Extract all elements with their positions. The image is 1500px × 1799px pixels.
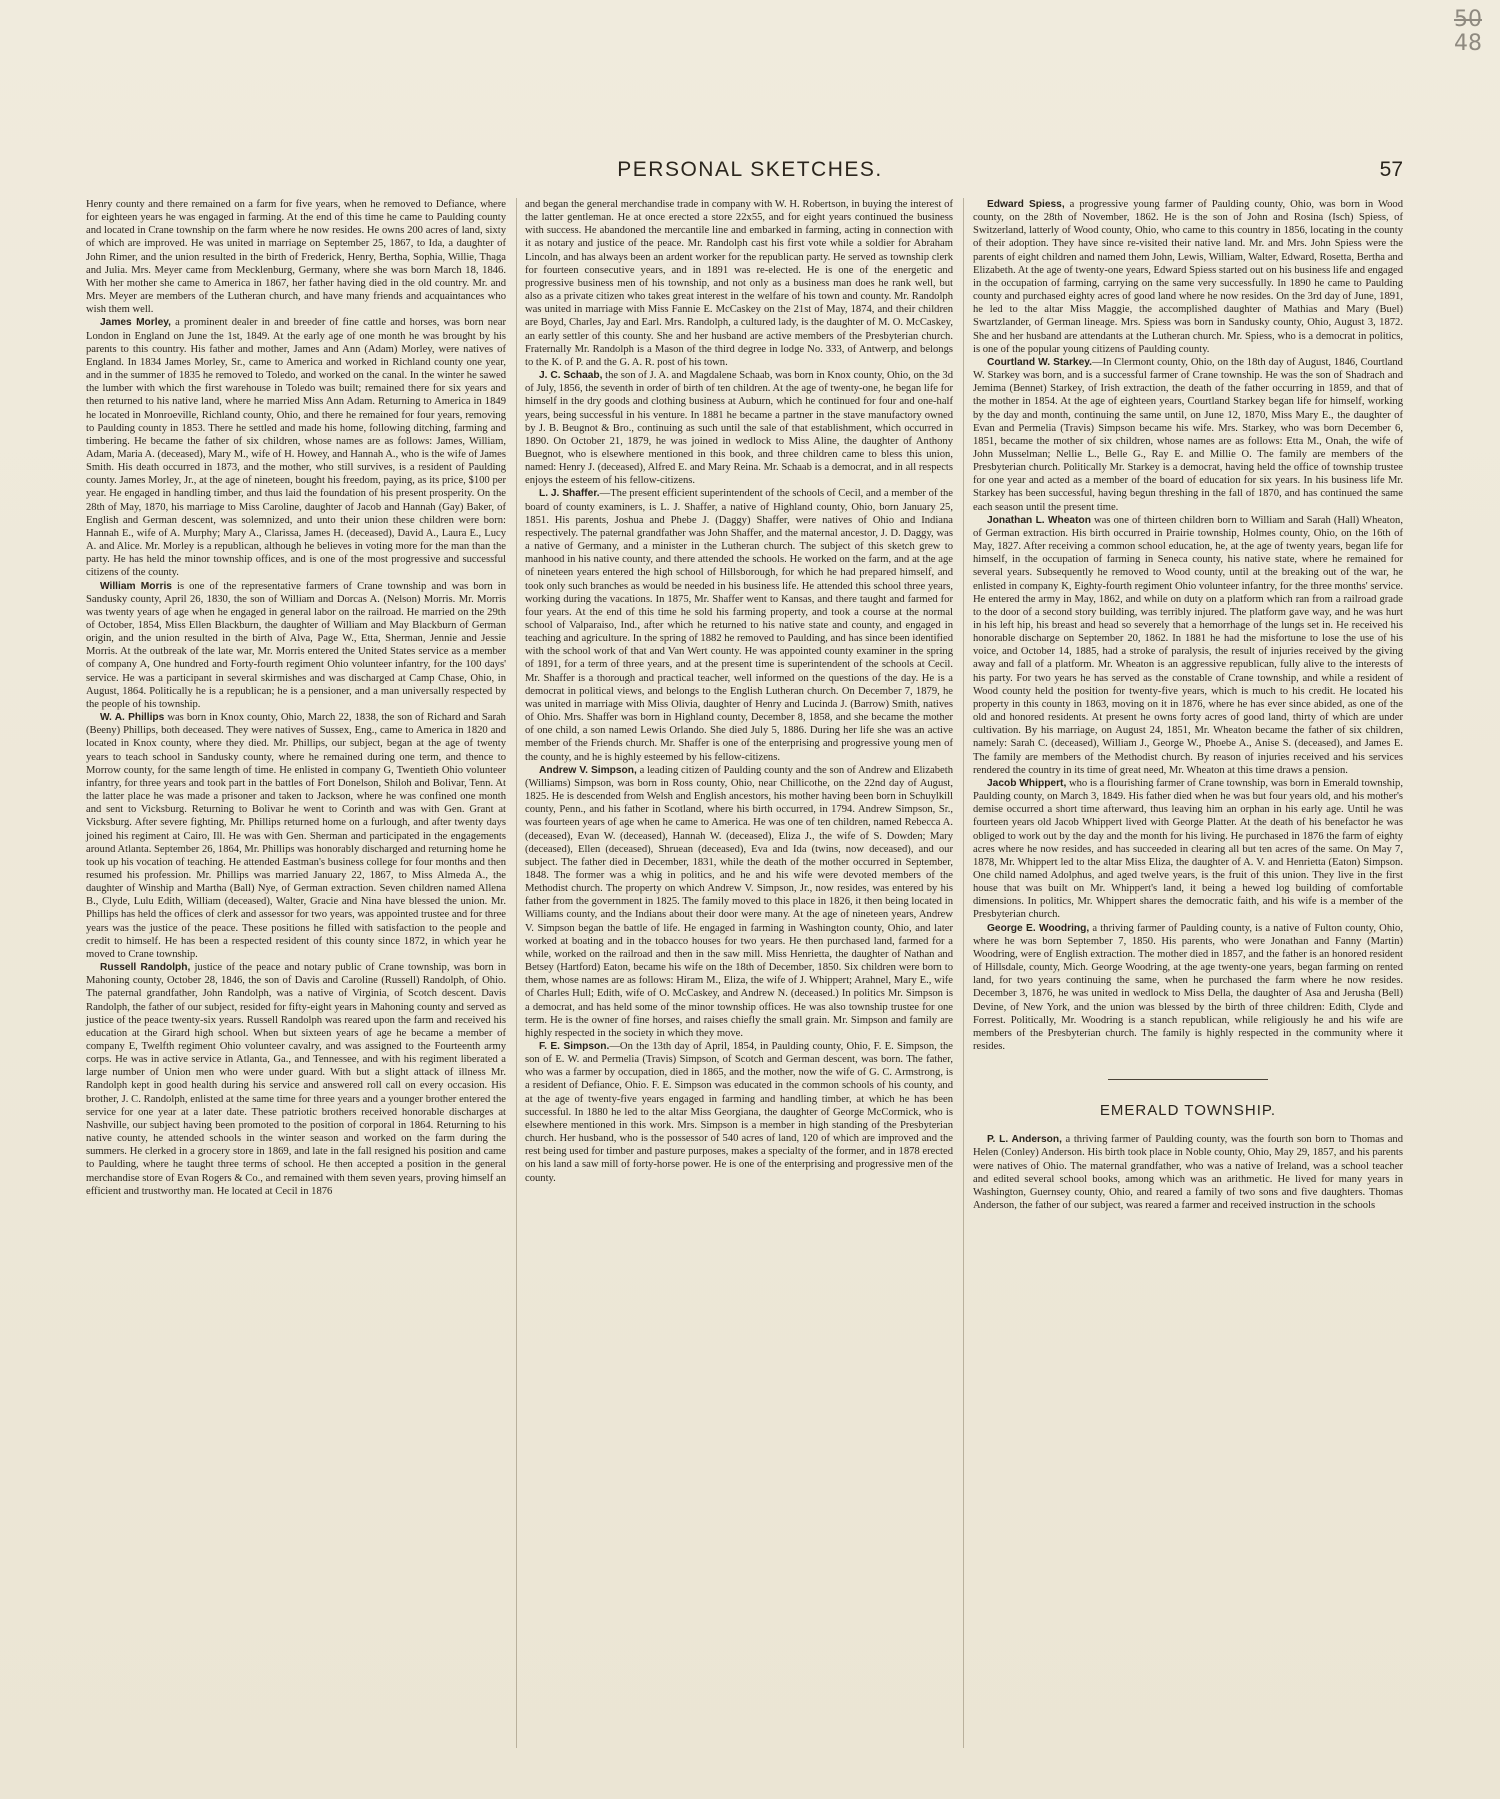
paragraph-text: was one of thirteen children born to William and Sarah (Hall) Wheaton, of German extraction. His birth occurred in Prairie township, Holmes county, Ohio, on the 16th of May, 1827. After receiving a common school education, he, at the age of twenty years, began life for himself, in the occupation of farming in Seneca county, his native state, where he remained for several years. Subsequently he removed to Wood county, until at the breaking out of the war, he enlisted in company K, Eighty-fourth regiment Ohio volunteer infantry, for the three months' service. He entered the army in May, 1862, and while on duty on a platform which ran from a railroad grade to the door of a second story building, was terribly injured. The platform gave way, and he was hurt in his left hip, his breast and head so severely that a hemorrhage of the lungs set in. He received his honorable discharge on September 20, 1862. In 1881 he had the misfortune to lose the use of his voice, and October 14, 1885, had a stroke of paralysis, the result of injuries received by the giving away and fall of a platform. Mr. Wheaton is an aggressive republican, fully alive to the interests of his party. For two years he has served as the constable of Crane township, and while a resident of Wood county held the position for twenty-five years, which is much to his credit. He located his property in this county in 1863, moving on it in 1876, where he has ever since abided, as one of the old and honored residents. At present he owns forty acres of good land, thirty of which are under cultivation. By his marriage, on August 24, 1851, Mr. Wheaton became the father of six children, namely: Sarah C. (deceased), William J., George W., Phoebe A., Anise S. (deceased), and James E. The family are members of the Methodist church. By reason of injuries received and his services rendered the country in its time of great need, Mr. Wheaton at this time draws a pension.: [973, 514, 1403, 776]
paragraph-text: a leading citizen of Paulding county and the son of Andrew and Elizabeth (Williams) Simpson, was born in Ross county, Ohio, near Chillicothe, on the 22nd day of August, 1825. He is descended from Welsh and English ancestors, his mother having been born in Schuylkill county, Penn., and his father in Scotland, where his birth occurred, in 1794. Andrew Simpson, Sr., was fourteen years of age when he came to America. He was one of ten children, named Rebecca A. (deceased), Evan W. (deceased), Hannah W. (deceased), Eliza J., the wife of S. Dowden; Mary (deceased), Ellen (deceased), Shruean (deceased), Eva and Ida (twins, now deceased), and our subject. The father died in December, 1831, while the death of the mother occurred in September, 1848. The former was a whig in politics, and he and his wife were devoted members of the Methodist church. The property on which Andrew V. Simpson, Jr., now resides, was entered by his father from the government in 1825. The family moved to this place in 1826, it then being located in Williams county, and the Indians about their door were many. At the age of nineteen years, Andrew V. Simpson began the battle of life. He engaged in farming in Washington county, Ohio, and later worked at boating and in the tobacco houses for two years. He then purchased land, farmed for a while, worked on the railroad and then in the saw mill. Miss Henrietta, the daughter of Nathan and Betsey (Hartford) Eaton, became his wife on the 18th of December, 1850. Six children were born to them, whose names are as follows: Hiram M., Eliza, the wife of J. Whippert; Arahnel, Mary E., wife of Charles Hull; Edith, wife of O. McCaskey, and Andrew N. (deceased.) In politics Mr. Simpson is a democrat, and has held some of the minor township offices. He was also township trustee for one term. He is the owner of fine horses, and raises chiefly the small grain. Mr. Simpson and family are highly respected in the society in which they move.: [525, 764, 953, 1039]
text-column-1: [86, 198, 506, 1198]
subject-name: W. A. Phillips: [100, 712, 165, 724]
subject-name: L. J. Shaffer.: [539, 488, 600, 500]
paragraph-text: is one of the representative farmers of Crane township and was born in Sandusky county, April 26, 1830, the son of William and Dorcas A. (Nelson) Morris. Mr. Morris was twenty years of age when he engaged in general labor on the railroad. He married on the 29th of October, 1854, Miss Ellen Blackburn, the daughter of William and May Blackburn of German origin, and the union resulted in the birth of Alva, Page W., Etta, Sherman, Jennie and Jessie Morris. At the outbreak of the late war, Mr. Morris entered the United States service as a member of company A, One hundred and Forty-fourth regiment Ohio volunteer infantry, for the 100 days' service. He was a participant in several skirmishes and was discharged at Camp Chase, Ohio, in August, 1864. Politically he is a republican; he is a pensioner, and a man universally respected by the people of his township.: [86, 580, 506, 710]
subject-name: Edward Spiess,: [987, 199, 1065, 210]
subject-name: F. E. Simpson.: [539, 1041, 610, 1052]
paragraph-text: a thriving farmer of Paulding county, is a native of Fulton county, Ohio, where he was born September 7, 1850. His parents, who were Jonathan and Fanny (Martin) Woodring, were of English extraction. The mother died in 1857, and the father is an honored resident of Hillsdale, county, Mich. George Woodring, at the age twenty-one years, began farming on rented land, for two years continuing the same, when he purchased the farm where he now resides. December 3, 1876, he was united in wedlock to Miss Della, the daughter of Asa and Jerusha (Bell) Devine, of New York, and the union was blessed by the birth of three children: Edith, Clyde and Forrest. Politically, Mr. Woodring is a stanch republican, while religiously he and his wife are members of the Presbyterian church. The family is highly respected in the community where it resides.: [973, 922, 1404, 1052]
biography-paragraph: [973, 514, 1403, 777]
paragraph-text: and began the general merchandise trade in company with W. H. Robertson, in buying the interest of the latter gentleman. He at once erected a store 22x55, and for eight years continued the business with success. He abandoned the mercantile line and embarked in farming, acting in connection with it as notary and justice of the peace. Mr. Randolph cast his first vote while a soldier for Abraham Lincoln, and has always been an ardent worker for the republican party. He served as township clerk for fourteen consecutive years, and in 1891 was re-elected. He is one of the energetic and progressive business men of his township, and not only as a business man does he rank well, but also as a private citizen who takes great interest in the welfare of his town and county. Mr. Randolph was united in marriage with Miss Fannie E. McCaskey on the 21st of May, 1874, and their children are Boyd, Charles, Jay and Earl. Mrs. Randolph, a cultured lady, is the daughter of M. O. McCaskey, an early settler of this county. She and her husband are active members of the Presbyterian church. Fraternally Mr. Randolph is a Mason of the third degree in lodge No. 333, of Antwerp, and belongs to the K. of P. and the G. A. R. post of his town.: [525, 199, 953, 368]
handwritten-page-number: 48: [1454, 31, 1482, 56]
subject-name: James Morley,: [100, 317, 171, 329]
paragraph-text: a prominent dealer in and breeder of fine cattle and horses, was born near London in England on June the 1st, 1849. At the early age of one month he was brought by his parents to this country. His father and mother, James and Ann (Adam) Morley, were natives of England. In 1834 James Morley, Sr., came to America and worked in Richland county one year, and in the summer of 1835 he removed to Toledo, and worked on the canal. In the winter he sawed the lumber with which the first warehouse in Toledo was built; remained there for six years and then returned to his native land, where he married Miss Ann Adam. Returning to America in 1849 he located in Monroeville, Richland county, Ohio, and there he remained for four years, removing to Paulding county in 1853. There he settled and made his home, following ditching, farming and timbering. He became the father of six children, whose names are as follows: James, William, Adam, Maria A. (deceased), Mary M., wife of H. Howey, and Hannah A., who is the wife of James Smith. His death occurred in 1873, and the mother, who still survives, is a resident of Paulding county. James Morley, Jr., at the age of nineteen, bought his freedom, paying, as its price, $100 per year. He engaged in handling timber, and thus laid the foundation of his present prosperity. On the 28th of May, 1870, his marriage to Miss Caroline, daughter of Jacob and Hannah (Gay) Baker, of English and German descent, was solemnized, and unto their union these children were born: Hannah E., wife of A. Murphy; Mary A., Clarissa, James H. (deceased), David A., Laura E., Lucy A. and Alice. Mr. Morley is a republican, although he believes in voting more for the man than the party. He has held the minor township offices, and is one of the most progressive and successful citizens of the county.: [86, 317, 507, 579]
biography-paragraph: [973, 1133, 1403, 1212]
biography-paragraph: [525, 198, 953, 369]
paragraph-text: —The present efficient superintendent of the schools of Cecil, and a member of the board of county examiners, is L. J. Shaffer, a native of Highland county, Ohio, born January 25, 1851. His parents, Joshua and Phebe J. (Daggy) Shaffer, were natives of Ohio and Indiana respectively. The paternal grandfather was John Shaffer, and the maternal ancestor, J. D. Daggy, was a native of Germany, and a minister in the Lutheran church. The subject of this sketch grew to manhood in his native county, and there attended the schools. He worked on the farm, and at the age of nineteen years entered the high school of Hillsborough, for which he had prepared himself, and took only such branches as would be needed in his business life. He attended this school three years, working during the vacations. In 1875, Mr. Shaffer went to Kansas, and there taught and farmed for four years. At the end of this time he sold his farming property, and took a course at the normal school of Valparaiso, Ind., after which he returned to his native state and county, and engaged in teaching and agriculture. In the spring of 1882 he removed to Paulding, and has since been identified with the school work of that and Van Wert county. He was appointed county examiner in the spring of 1891, for a term of three years, and at the present time is superintendent of the schools at Cecil. Mr. Shaffer is a thorough and practical teacher, well informed on the questions of the day. He is a democrat in political views, and belongs to the English Lutheran church. On December 7, 1879, he was united in marriage with Miss Olivia, daughter of Henry and Lucinda J. (Barrow) Smith, natives of Ohio. Mrs. Shaffer was born in Highland county, December 8, 1858, and she became the mother of one child, a son named Lewis Orlando. She died July 5, 1886. During her life she was an active member of the Friends church. Mr. Shaffer is one of the enterprising and progressive young men of the county, and he is highly esteemed by his fellow-citizens.: [525, 488, 954, 763]
subject-name: William Morris: [100, 580, 172, 592]
section-heading: EMERALD TOWNSHIP.: [1099, 1102, 1277, 1120]
column-divider-right: [963, 198, 964, 1748]
subject-name: Andrew V. Simpson,: [539, 764, 637, 776]
section-divider: [1108, 1079, 1268, 1080]
paragraph-text: —On the 13th day of April, 1854, in Paulding county, Ohio, F. E. Simpson, the son of E. W. and Permelia (Travis) Simpson, of Scotch and German descent, was born. The father, who was a farmer by occupation, died in 1865, and the mother, now the wife of G. C. Armstrong, is a resident of Defiance, Ohio. F. E. Simpson was educated in the common schools of his county, and at the age of twenty-five years engaged in farming and handling timber, at which he has been successful. In 1880 he led to the altar Miss Georgiana, the daughter of George McCormick, who is elsewhere mentioned in this work. Mrs. Simpson is a member in high standing of the Presbyterian church. Her husband, who is the possessor of 540 acres of land, 120 of which are improved and the rest being used for timber and pasture purposes, makes a specialty of the former, and in 1878 erected on his land a saw mill of forty-horse power. He is one of the enterprising and progressive men of the county.: [525, 1041, 953, 1184]
biography-paragraph: [525, 764, 953, 1040]
biography-paragraph: [973, 922, 1403, 1054]
subject-name: Courtland W. Starkey.: [987, 356, 1092, 368]
struck-page-number: 50: [1454, 7, 1482, 32]
paragraph-text: a thriving farmer of Paulding county, was the fourth son born to Thomas and Helen (Conley) Anderson. His birth took place in Noble county, Ohio, May 29, 1857, and his parents were natives of Ohio. The maternal grandfather, who was a native of Ireland, was a school teacher and edited several school books, among which was an arithmetic. He lived for many years in Washington, Guernsey county, Ohio, and reared a family of two sons and five daughters. Thomas Anderson, the father of our subject, was reared a farmer and received instruction in the schools: [973, 1134, 1403, 1212]
paragraph-text: Henry county and there remained on a farm for five years, when he removed to Defiance, where for eighteen years he was engaged in farming. At the end of this time he came to Paulding county and located in Crane township on the farm where he now resides. He owns 200 acres of land, sixty of which are improved. He was united in marriage on September 25, 1867, to Ida, a daughter of John Rimer, and the union resulted in the birth of Frederick, Henry, Bertha, Sophia, Willie, Thaga and Julia. Mrs. Meyer came from Mecklenburg, Germany, where she was born March 18, 1846. With her mother she came to America in 1867, her father having died in the old country. Mr. and Mrs. Meyer are members of the Lutheran church, and have many friends and acquaintances who wish them well.: [86, 199, 506, 316]
paragraph-text: justice of the peace and notary public of Crane township, was born in Mahoning county, October 28, 1846, the son of Davis and Caroline (Russell) Randolph, of Ohio. The paternal grandfather, John Randolph, was a native of Virginia, of Scotch descent. Davis Randolph, the father of our subject, resided for fifty-eight years in Mahoning county and served as justice of the peace twenty-six years. Russell Randolph was reared upon the farm and received his education at the Girard high school. When but sixteen years of age he became a member of company E, Twelfth regiment Ohio volunteer cavalry, and was assigned to the Fourteenth army corps. He was in active service in Atlanta, Ga., and Tennessee, and with his regiment liberated a large number of Union men who were under guard. With but a slight attack of illness Mr. Randolph kept in good health during his service and answered roll call on every occasion. His brother, J. C. Randolph, enlisted at the same time for three years and a younger brother entered the service for one year at a later date. These patriotic brothers received honorable discharges at Nashville, our subject having been promoted to the position of corporal in 1864. Returning to his native county, he attended schools in the winter season and worked on the farm during the summers. He clerked in a grocery store in 1869, and late in the fall resigned his position and came to Paulding, where he taught three terms of school. He then accepted a position in the general merchandise store of Evan Rogers & Co., and remained with them seven years, proving himself an efficient and trustworthy man. He located at Cecil in 1876: [86, 962, 506, 1197]
paragraph-text: was born in Knox county, Ohio, March 22, 1838, the son of Richard and Sarah (Beeny) Phillips, both deceased. They were natives of Sussex, Eng., came to America in 1820 and located in Knox county, where they died. Mr. Phillips, our subject, began at the age of twenty years to teach school in Sandusky county, where he remained during one term, and thence to Morrow county, for the same length of time. He enlisted in company G, Twentieth Ohio volunteer infantry, for three years and took part in the battles of Fort Donelson, Shiloh and Bolivar, Tenn. At the latter place he was made a prisoner and taken to Jackson, where he was confined one month and sent to Vicksburg. Returning to Bolivar he went to Corinth and was with Gen. Grant at Vicksburg. After severe fighting, Mr. Phillips returned home on a furlough, and after twenty days joined his regiment at Cairo, Ill. He was with Gen. Sherman and participated in the engagements around Atlanta. September 26, 1864, Mr. Phillips was honorably discharged and returning home he took up his vocation of teaching. He attended Eastman's business college for four months and then resumed his profession. Mr. Phillips was married January 22, 1867, to Miss Almeda A., the daughter of Winship and Martha (Ball) Nye, of German extraction. Seven children named Allena B., Clyde, Lulu Edith, William (deceased), Walter, Gracie and Nina have blessed the union. Mr. Phillips has held the offices of clerk and assessor for two years, was appointed trustee and for three years was the justice of the peace. These positions he filled with satisfaction to the people and credit to himself. He has been a respected resident of this county since 1872, in which year he moved to Crane township.: [86, 712, 506, 960]
subject-name: Jacob Whippert,: [987, 777, 1067, 789]
text-column-3: [973, 198, 1403, 1212]
biography-paragraph: [86, 198, 506, 316]
biography-paragraph: [86, 580, 506, 712]
biography-paragraph: [973, 777, 1403, 922]
subject-name: George E. Woodring,: [987, 922, 1090, 934]
page-number: 57: [1379, 158, 1403, 181]
text-column-2: [525, 198, 953, 1185]
subject-name: Russell Randolph,: [100, 962, 191, 974]
column-divider-left: [516, 198, 517, 1748]
page-header: [0, 158, 1500, 192]
biography-paragraph: [86, 316, 506, 579]
page-title: PERSONAL SKETCHES.: [617, 158, 883, 181]
subject-name: Jonathan L. Wheaton: [987, 514, 1091, 526]
biography-paragraph: [525, 369, 953, 487]
biography-paragraph: [86, 961, 506, 1198]
biography-paragraph: [973, 198, 1403, 356]
subject-name: J. C. Schaab,: [539, 370, 603, 382]
subject-name: P. L. Anderson,: [987, 1134, 1062, 1146]
biography-paragraph: [525, 487, 953, 763]
paragraph-text: who is a flourishing farmer of Crane township, was born in Emerald township, Paulding county, on March 3, 1849. His father died when he was but four years old, and his mother's demise occurred a short time afterward, thus leaving him an orphan in his early age. Until he was fourteen years old Jacob Whippert lived with George Platter. At the death of his benefactor he was obliged to work out by the day and the month for his living. He purchased in 1876 the farm of eighty acres where he now resides, and has succeeded in clearing all but ten acres of the same. On May 7, 1878, Mr. Whippert led to the altar Miss Eliza, the daughter of A. V. and Henrietta (Eaton) Simpson. One child named Adolphus, and aged twelve years, is the fruit of this union. They live in the first house that was built on Mr. Whippert's land, it being a hewed log building of comfortable dimensions. In politics, Mr. Whippert shares the democratic faith, and his wife is a member of the Presbyterian church.: [973, 777, 1403, 921]
paragraph-text: a progressive young farmer of Paulding county, Ohio, was born in Wood county, on the 28th of November, 1862. He is the son of John and Rosina (Isch) Spiess, of Switzerland, latterly of Wood county, Ohio, who came to this country in 1856, locating in the county of their adoption. They have since re-visited their native land. Mr. and Mrs. John Spiess were the parents of eight children and named them John, Lewis, William, Walter, Edward, Rosetta, Bertha and Elizabeth. At the age of twenty-one years, Edward Spiess started out on his business life and engaged in the occupation of farming, carrying on the same very successfully. In 1890 he came to Paulding county and purchased eighty acres of good land where he now resides. On the 3rd day of June, 1891, he led to the altar Miss Maggie, the accomplished daughter of Mathias and Mary (Buel) Swartzlander, of German lineage. Mrs. Spiess was born in Sandusky county, Ohio, August 3, 1872. She and her husband are attendants at the Lutheran church. Mr. Spiess, who is a democrat in politics, is one of the popular young citizens of Paulding county.: [973, 199, 1403, 355]
biography-paragraph: [86, 711, 506, 961]
paragraph-text: the son of J. A. and Magdalene Schaab, was born in Knox county, Ohio, on the 3d of July, 1856, the seventh in order of birth of ten children. At the age of twenty-one, he began life for himself in the dry goods and clothing business at Auburn, which he continued for four and one-half years, being successful in his venture. In 1881 he became a partner in the stave manufactory owned by J. B. Beugnot & Bro., continuing as such until the sale of that establishment, which occurred in 1890. On October 21, 1879, he was joined in wedlock to Miss Aline, the daughter of Anthony Buegnot, who is elsewhere mentioned in this book, and three children came to bless this union, named: Henry J. (deceased), Alfred E. and Mary Reina. Mr. Schaab is a democrat, and in all respects enjoys the esteem of his fellow-citizens.: [525, 370, 953, 487]
pencil-page-number: [1454, 8, 1482, 56]
biography-paragraph: [973, 356, 1403, 514]
biography-paragraph: [525, 1040, 953, 1185]
paragraph-text: —In Clermont county, Ohio, on the 18th day of August, 1846, Courtland W. Starkey was born, and is a successful farmer of Crane township. He was the son of Shadrach and Jemima (Bennet) Starkey, of Irish extraction, the death of the father occurring in 1859, and that of the mother in 1854. At the age of eighteen years, Courtland Starkey began life for himself, working by the day and month, continuing the same until, on June 12, 1870, Miss Mary E., the daughter of Evan and Permelia (Travis) Simpson became his wife. Mrs. Starkey, who was born December 6, 1851, became the mother of six children, whose names are as follows: Etta M., Onah, the wife of John Musselman; Nellie L., Belle G., Ray E. and Millie O. The family are members of the Presbyterian church. Politically Mr. Starkey is a democrat, having held the office of township trustee for one year and acted as a member of the board of education for six years. In his business life Mr. Starkey has been successful, having begun threshing in the fall of 1870, and has continued the same each season until the present time.: [973, 356, 1403, 513]
